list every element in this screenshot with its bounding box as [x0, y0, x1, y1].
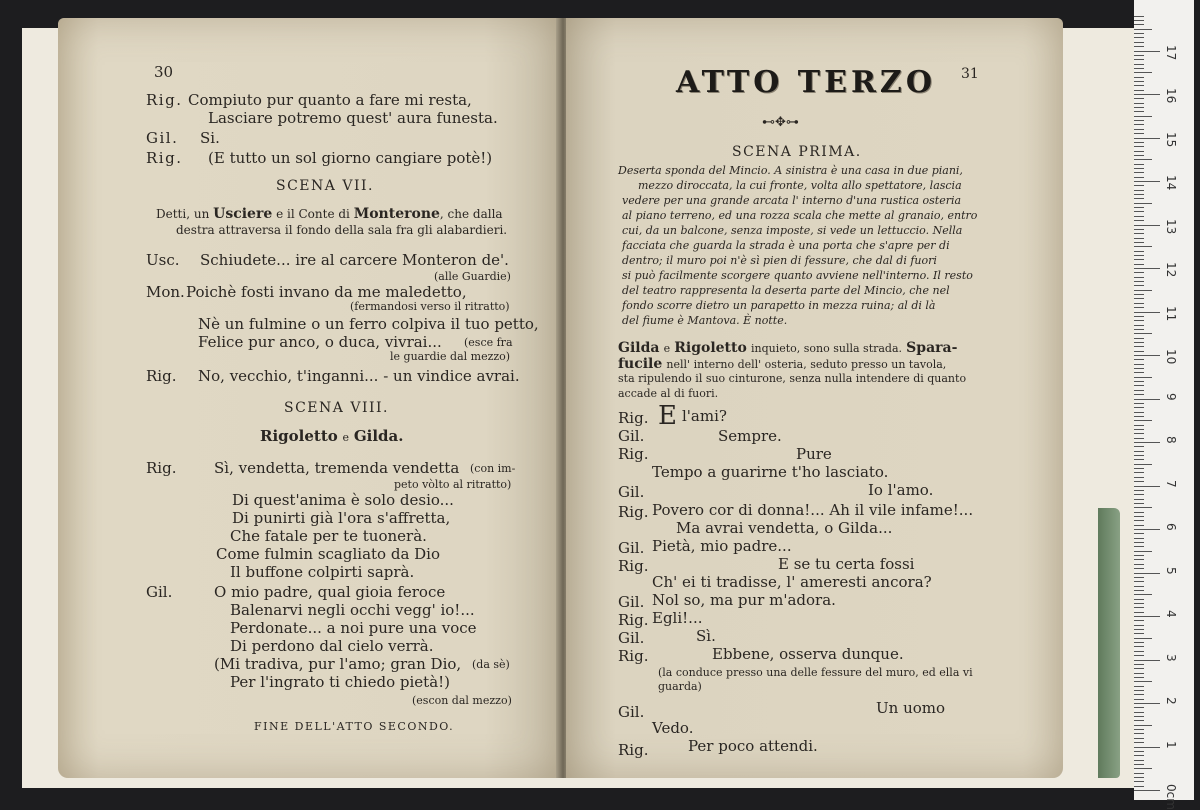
- verse-line: Un uomo: [876, 699, 946, 717]
- stage-note: (da sè): [472, 658, 510, 671]
- ruler-tick: [1134, 281, 1144, 282]
- verse-line: l'ami?: [682, 407, 727, 425]
- ruler-tick: [1134, 586, 1144, 587]
- verse-line: O mio padre, qual gioia feroce: [214, 583, 446, 601]
- ruler-tick: [1134, 312, 1160, 313]
- ruler-tick: [1134, 564, 1144, 565]
- ruler-tick: [1134, 455, 1144, 456]
- description-line: dentro; il muro poi n'è sì pien di fessure, che dal di fuori: [622, 254, 937, 267]
- ruler-tick: [1134, 412, 1144, 413]
- ruler-tick: [1134, 85, 1144, 86]
- verse-line: Ma avrai vendetta, o Gilda...: [676, 519, 893, 537]
- ruler-tick: [1134, 151, 1144, 152]
- ruler-tick: [1134, 268, 1160, 269]
- speaker: Rig.: [618, 409, 649, 427]
- ruler-tick: [1134, 51, 1160, 52]
- speaker: Gil.: [146, 129, 179, 147]
- ruler-tick: [1134, 390, 1144, 391]
- ruler-tick: [1134, 233, 1144, 234]
- stage-note: guarda): [658, 680, 702, 693]
- ruler-tick: [1134, 346, 1144, 347]
- ruler-tick: [1134, 694, 1144, 695]
- ruler-tick: [1134, 451, 1144, 452]
- ruler-tick: [1134, 59, 1144, 60]
- ruler-tick: [1134, 207, 1144, 208]
- ruler-tick: [1134, 629, 1144, 630]
- ruler-tick: [1134, 259, 1144, 260]
- speaker: Rig.: [618, 445, 649, 463]
- ruler-label: 14: [1164, 175, 1178, 191]
- ruler-tick: [1134, 790, 1160, 791]
- ruler-tick: [1134, 29, 1152, 30]
- ruler-tick: [1134, 542, 1144, 543]
- ruler-tick: [1134, 177, 1144, 178]
- ruler-tick: [1134, 590, 1144, 591]
- ruler-tick: [1134, 551, 1152, 552]
- ruler-tick: [1134, 668, 1144, 669]
- speaker: Mon.: [146, 283, 185, 301]
- verse-line: (Mi tradiva, pur l'amo; gran Dio,: [214, 655, 462, 673]
- ruler-tick: [1134, 468, 1144, 469]
- ruler-tick: [1134, 164, 1144, 165]
- ruler-tick: [1134, 559, 1144, 560]
- ruler-tick: [1134, 703, 1160, 704]
- ruler-tick: [1134, 216, 1144, 217]
- speaker: Gil.: [618, 539, 645, 557]
- verse-line: Felice pur anco, o duca, vivrai...: [198, 333, 442, 351]
- ruler-tick: [1134, 372, 1144, 373]
- verse-line: Sì, vendetta, tremenda vendetta: [214, 459, 460, 477]
- green-cover-edge: [1098, 508, 1120, 778]
- ruler-tick: [1134, 660, 1160, 661]
- speaker: Gil.: [146, 583, 173, 601]
- ruler-tick: [1134, 42, 1144, 43]
- ruler-tick: [1134, 329, 1144, 330]
- ruler-tick: [1134, 133, 1144, 134]
- stage-note: (la conduce presso una delle fessure del muro, ed ella vi: [658, 666, 973, 679]
- verse-line: Schiudete... ire al carcere Monteron de'.: [200, 251, 509, 269]
- ruler-tick: [1134, 229, 1144, 230]
- ruler-tick: [1134, 490, 1144, 491]
- ruler-label: 17: [1164, 44, 1178, 60]
- ruler-tick: [1134, 146, 1144, 147]
- ruler-tick: [1134, 399, 1160, 400]
- ruler-tick: [1134, 381, 1144, 382]
- ruler-tick: [1134, 738, 1144, 739]
- ruler-tick: [1134, 499, 1144, 500]
- ruler-tick: [1134, 477, 1144, 478]
- ruler-tick: [1134, 781, 1144, 782]
- speaker: Rig.: [146, 149, 183, 167]
- ruler-tick: [1134, 786, 1144, 787]
- ruler-tick: [1134, 459, 1144, 460]
- ruler-tick: [1134, 403, 1144, 404]
- ruler-tick: [1134, 512, 1144, 513]
- ruler-tick: [1134, 298, 1144, 299]
- description-line: mezzo diroccata, la cui fronte, volta allo spettatore, lascia: [638, 179, 962, 192]
- ruler-tick: [1134, 716, 1144, 717]
- verse-line: Pietà, mio padre...: [652, 537, 792, 555]
- ruler-tick: [1134, 533, 1144, 534]
- ruler-tick: [1134, 225, 1160, 226]
- ruler-tick: [1134, 72, 1152, 73]
- left-page: [58, 18, 560, 778]
- ruler-tick: [1134, 333, 1152, 334]
- ruler-tick: [1134, 599, 1144, 600]
- ruler-tick: [1134, 194, 1144, 195]
- stage-note: peto vòlto al ritratto): [394, 478, 512, 491]
- verse-line: Come fulmin scagliato da Dio: [216, 545, 441, 563]
- ruler-label: 4: [1164, 610, 1178, 618]
- ruler-tick: [1134, 546, 1144, 547]
- ruler-tick: [1134, 433, 1144, 434]
- ruler-label: 1: [1164, 740, 1178, 749]
- scene-heading: SCENA PRIMA.: [732, 144, 862, 160]
- verse-line: Sempre.: [718, 427, 782, 445]
- ruler-tick: [1134, 172, 1144, 173]
- description-line: al piano terreno, ed una rozza scala che mette al granaio, entro: [622, 209, 978, 222]
- speaker: Gil.: [618, 427, 645, 445]
- verse-line: Vedo.: [652, 719, 694, 737]
- ruler-tick: [1134, 81, 1144, 82]
- ruler-tick: [1134, 690, 1144, 691]
- ruler-tick: [1134, 155, 1144, 156]
- ruler-tick: [1134, 220, 1144, 221]
- ruler-tick: [1134, 733, 1144, 734]
- verse-line: Nol so, ma pur m'adora.: [652, 591, 836, 609]
- stage-direction: Detti, un Usciere e il Conte di Monterone, che dalla: [156, 206, 503, 222]
- verse-line: Ebbene, osserva dunque.: [712, 645, 904, 663]
- ruler-tick: [1134, 620, 1144, 621]
- ruler-tick: [1134, 577, 1144, 578]
- ruler-tick: [1134, 111, 1144, 112]
- ruler-tick: [1134, 707, 1144, 708]
- verse-line: No, vecchio, t'inganni... - un vindice avrai.: [198, 367, 520, 385]
- speaker: Usc.: [146, 251, 180, 269]
- verse-line: Perdonate... a noi pure una voce: [230, 619, 477, 637]
- ruler-tick: [1134, 129, 1144, 130]
- stage-note: (alle Guardie): [434, 270, 511, 283]
- ruler-tick: [1134, 68, 1144, 69]
- ruler-tick: [1134, 46, 1144, 47]
- ruler-tick: [1134, 16, 1144, 17]
- ruler-tick: [1134, 751, 1144, 752]
- verse-line: Sì.: [696, 627, 716, 645]
- ruler-label: 6: [1164, 523, 1178, 531]
- ruler-tick: [1134, 264, 1144, 265]
- ruler-tick: [1134, 33, 1144, 34]
- ruler-tick: [1134, 320, 1144, 321]
- ruler-label: 10: [1164, 349, 1178, 365]
- ruler-tick: [1134, 529, 1160, 530]
- scene-characters: Rigoletto e Gilda.: [260, 427, 404, 445]
- page-number: 30: [154, 63, 174, 81]
- ruler-tick: [1134, 612, 1144, 613]
- ruler-tick: [1134, 94, 1160, 95]
- drop-cap: E: [658, 401, 677, 431]
- verse-line: Si.: [200, 129, 220, 147]
- ruler-label: 13: [1164, 218, 1178, 234]
- ruler-tick: [1134, 742, 1144, 743]
- ruler-tick: [1134, 642, 1144, 643]
- ruler-tick: [1134, 407, 1144, 408]
- ruler-tick: [1134, 124, 1144, 125]
- ruler-tick: [1134, 712, 1144, 713]
- description-line: vedere per una grande arcata l' interno d'una rustica osteria: [622, 194, 962, 207]
- verse-line: Compiuto pur quanto a fare mi resta,: [188, 91, 472, 109]
- ruler-tick: [1134, 525, 1144, 526]
- ruler-tick: [1134, 351, 1144, 352]
- ruler-tick: [1134, 625, 1144, 626]
- ruler-tick: [1134, 760, 1144, 761]
- ruler-tick: [1134, 377, 1152, 378]
- ruler-tick: [1134, 159, 1152, 160]
- page-number: 31: [961, 66, 979, 82]
- ruler-tick: [1134, 655, 1144, 656]
- ruler-tick: [1134, 77, 1144, 78]
- ruler-tick: [1134, 238, 1144, 239]
- description-line: si può facilmente scorgere quanto avviene nell'interno. Il resto: [622, 269, 973, 282]
- ruler-tick: [1134, 142, 1144, 143]
- ruler-tick: [1134, 20, 1144, 21]
- ruler-tick: [1134, 538, 1144, 539]
- ruler-tick: [1134, 503, 1144, 504]
- speaker: Gil.: [618, 629, 645, 647]
- speaker: Gil.: [618, 593, 645, 611]
- stage-note: (fermandosi verso il ritratto): [350, 300, 510, 313]
- ruler-tick: [1134, 316, 1144, 317]
- ruler-tick: [1134, 168, 1144, 169]
- stage-note: le guardie dal mezzo): [390, 350, 511, 363]
- ruler-tick: [1134, 664, 1144, 665]
- ruler-label: 9: [1164, 392, 1178, 401]
- ruler-tick: [1134, 272, 1144, 273]
- ruler-tick: [1134, 64, 1144, 65]
- ruler-tick: [1134, 277, 1144, 278]
- act-title: ATTO TERZO: [676, 65, 936, 100]
- description-line: del teatro rappresenta la deserta parte del Mincio, che nel: [622, 284, 950, 297]
- verse-line: Tempo a guarirne t'ho lasciato.: [652, 463, 889, 481]
- ornament: ⊷✥⊶: [762, 115, 799, 130]
- verse-line: Egli!...: [652, 609, 703, 627]
- speaker: Gil.: [618, 483, 645, 501]
- ruler-tick: [1134, 303, 1144, 304]
- ruler-tick: [1134, 37, 1144, 38]
- ruler-label: 12: [1164, 262, 1178, 278]
- speaker: Rig.: [146, 459, 177, 477]
- stage-direction: destra attraversa il fondo della sala fra gli alabardieri.: [176, 223, 508, 237]
- speaker: Rig.: [146, 367, 177, 385]
- ruler-tick: [1134, 242, 1144, 243]
- ruler-tick: [1134, 325, 1144, 326]
- ruler-tick: [1134, 603, 1144, 604]
- verse-line: Per l'ingrato ti chiedo pietà!): [230, 673, 451, 691]
- ruler-tick: [1134, 425, 1144, 426]
- description-line: cui, da un balcone, senza imposte, si vede un lettuccio. Nella: [622, 224, 963, 237]
- speaker: Rig.: [618, 611, 649, 629]
- ruler-tick: [1134, 385, 1144, 386]
- ruler-tick: [1134, 777, 1144, 778]
- ruler-tick: [1134, 438, 1144, 439]
- ruler-tick: [1134, 494, 1144, 495]
- ruler-label: 16: [1164, 88, 1178, 104]
- ruler-tick: [1134, 246, 1152, 247]
- ruler-tick: [1134, 255, 1144, 256]
- verse-line: Lasciare potremo quest' aura funesta.: [208, 109, 498, 127]
- verse-line: Di perdono dal cielo verrà.: [230, 637, 434, 655]
- ruler-tick: [1134, 394, 1144, 395]
- ruler-tick: [1134, 686, 1144, 687]
- open-book: [58, 18, 1063, 786]
- ruler-tick: [1134, 120, 1144, 121]
- ruler-tick: [1134, 107, 1144, 108]
- description-line: facciata che guarda la strada è una porta che s'apre per di: [622, 239, 950, 252]
- ruler-tick: [1134, 573, 1160, 574]
- ruler-tick: [1134, 368, 1144, 369]
- ruler-tick: [1134, 507, 1152, 508]
- ruler-tick: [1134, 190, 1144, 191]
- ruler-tick: [1134, 251, 1144, 252]
- verse-line: Nè un fulmine o un ferro colpiva il tuo petto,: [198, 315, 539, 333]
- ruler-tick: [1134, 607, 1144, 608]
- ruler-tick: [1134, 211, 1144, 212]
- verse-line: (E tutto un sol giorno cangiare potè!): [208, 149, 493, 167]
- ruler-tick: [1134, 725, 1152, 726]
- ruler-tick: [1134, 638, 1152, 639]
- ruler-tick: [1134, 116, 1152, 117]
- ruler-tick: [1134, 520, 1144, 521]
- ruler-tick: [1134, 764, 1144, 765]
- speaker: Rig.: [146, 91, 183, 109]
- ruler-tick: [1134, 773, 1144, 774]
- verse-line: Per poco attendi.: [688, 737, 818, 755]
- ruler-tick: [1134, 359, 1144, 360]
- ruler-tick: [1134, 472, 1144, 473]
- ruler-label: 0cm: [1164, 784, 1178, 810]
- ruler-tick: [1134, 338, 1144, 339]
- ruler-tick: [1134, 633, 1144, 634]
- ruler-label: 7: [1164, 479, 1178, 488]
- ruler-tick: [1134, 677, 1144, 678]
- ruler-tick: [1134, 768, 1152, 769]
- ruler-label: 2: [1164, 697, 1178, 705]
- verse-line: Pure: [796, 445, 832, 463]
- ruler-tick: [1134, 616, 1160, 617]
- verse-line: Io l'amo.: [868, 481, 934, 499]
- ruler-tick: [1134, 442, 1160, 443]
- stage-note: (con im-: [470, 462, 516, 475]
- speaker: Gil.: [618, 703, 645, 721]
- ruler-tick: [1134, 90, 1144, 91]
- verse-line: Poichè fosti invano da me maledetto,: [186, 283, 467, 301]
- right-page: 31 ATTO TERZO ⊷✥⊶ SCENA PRIMA. Deserta sponda del Mincio. A sinistra è una casa in due piani, mezzo diroccata, la cui fronte, volta allo spettatore, lascia vedere per una grande arcata l' interno d'una rustica osteria al piano terreno, ed una rozza scala che mette al granaio, entro cui, da un balcone, senza imposte, si vede un lettuccio. Nella facciata che guarda la strada è una porta che s'apre per di dentro; il muro poi n'è sì pien di fessure, che dal di fuori si può facilmente scorgere quanto avviene nell'interno. Il resto del teatro rappresenta la deserta parte del Mincio, che nel fondo scorre dietro un parapetto in mezza ruina; al di là del fiume è Mantova. È notte. Gilda e Rigoletto inquieto, sono sulla strada. Spara- fucile nell' interno dell' osteria, seduto presso un tavola, sta ripulendo il suo cinturone, senza nulla intendere di quanto accade al di fuori. Rig. E l'ami? Gil. Sempre. Rig. Pure Tempo a guarirne t'ho lasciato. Gil. Io l'amo. Rig. Povero cor di donna!... Ah il vile infame!... Ma avrai vendetta, o Gilda... Gil. Pietà, mio padre... Rig. E se tu certa fossi Ch' ei ti tradisse, l' ameresti ancora? Gil. Nol so, ma pur m'adora. Rig. Egli!... Gil. Sì. Rig. Ebbene, osserva dunque. (la conduce presso una delle fessure del muro, ed ella vi guarda) Gil. Un uomo Vedo. Rig. Per poco attendi.: [566, 18, 1063, 778]
- ruler-tick: [1134, 699, 1144, 700]
- ruler-label: 3: [1164, 653, 1178, 662]
- speaker: Rig.: [618, 741, 649, 759]
- ruler-tick: [1134, 646, 1144, 647]
- description-line: del fiume è Mantova. È notte.: [622, 314, 788, 327]
- ruler-tick: [1134, 98, 1144, 99]
- ruler-tick: [1134, 24, 1144, 25]
- description-line: Deserta sponda del Mincio. A sinistra è una casa in due piani,: [618, 164, 963, 177]
- ruler-label: 8: [1164, 436, 1178, 444]
- scene-heading: SCENA VIII.: [284, 400, 389, 416]
- description-line: fondo scorre dietro un parapetto in mezza ruina; al di là: [622, 299, 936, 312]
- ruler-tick: [1134, 555, 1144, 556]
- speaker: Rig.: [618, 647, 649, 665]
- ruler-tick: [1134, 364, 1144, 365]
- ruler-tick: [1134, 481, 1144, 482]
- ruler-tick: [1134, 342, 1144, 343]
- ruler-tick: [1134, 285, 1144, 286]
- ruler-tick: [1134, 307, 1144, 308]
- verse-line: Balenarvi negli occhi vegg' io!...: [230, 601, 475, 619]
- verse-line: Di quest'anima è solo desio...: [232, 491, 454, 509]
- ruler-tick: [1134, 103, 1144, 104]
- ruler-tick: [1134, 755, 1144, 756]
- ruler-tick: [1134, 486, 1160, 487]
- scene-heading: SCENA VII.: [276, 178, 374, 194]
- ruler-tick: [1134, 681, 1152, 682]
- verse-line: Che fatale per te tuonerà.: [230, 527, 427, 545]
- ruler-tick: [1134, 181, 1160, 182]
- verse-line: Il buffone colpirti saprà.: [230, 563, 415, 581]
- ruler-tick: [1134, 446, 1144, 447]
- ruler-tick: [1134, 673, 1144, 674]
- ruler-label: 11: [1164, 305, 1178, 321]
- ruler-tick: [1134, 290, 1152, 291]
- stage-note: (esce fra: [464, 336, 513, 349]
- verse-line: Ch' ei ti tradisse, l' ameresti ancora?: [652, 573, 932, 591]
- ruler-tick: [1134, 138, 1160, 139]
- ruler-tick: [1134, 651, 1144, 652]
- ruler-tick: [1134, 729, 1144, 730]
- ruler-tick: [1134, 464, 1152, 465]
- ruler-tick: [1134, 203, 1152, 204]
- ruler-tick: [1134, 420, 1152, 421]
- ruler-tick: [1134, 747, 1160, 748]
- ruler-tick: [1134, 294, 1144, 295]
- ruler-tick: [1134, 720, 1144, 721]
- speaker: Rig.: [618, 503, 649, 521]
- stage-note: (escon dal mezzo): [412, 694, 512, 707]
- ruler-tick: [1134, 416, 1144, 417]
- verse-line: E se tu certa fossi: [778, 555, 915, 573]
- verse-line: Povero cor di donna!... Ah il vile infame!...: [652, 501, 974, 519]
- ruler-tick: [1134, 185, 1144, 186]
- ruler-tick: [1134, 355, 1160, 356]
- act-end: FINE DELL'ATTO SECONDO.: [254, 720, 455, 733]
- ruler-tick: [1134, 581, 1144, 582]
- ruler-tick: [1134, 429, 1144, 430]
- ruler-tick: [1134, 568, 1144, 569]
- ruler-label: 5: [1164, 566, 1178, 575]
- measuring-ruler: [1134, 0, 1194, 810]
- ruler-tick: [1134, 198, 1144, 199]
- verse-line: Di punirti già l'ora s'affretta,: [232, 509, 451, 527]
- ruler-tick: [1134, 516, 1144, 517]
- ruler-tick: [1134, 594, 1152, 595]
- ruler-label: 15: [1164, 131, 1178, 147]
- ruler-tick: [1134, 55, 1144, 56]
- speaker: Rig.: [618, 557, 649, 575]
